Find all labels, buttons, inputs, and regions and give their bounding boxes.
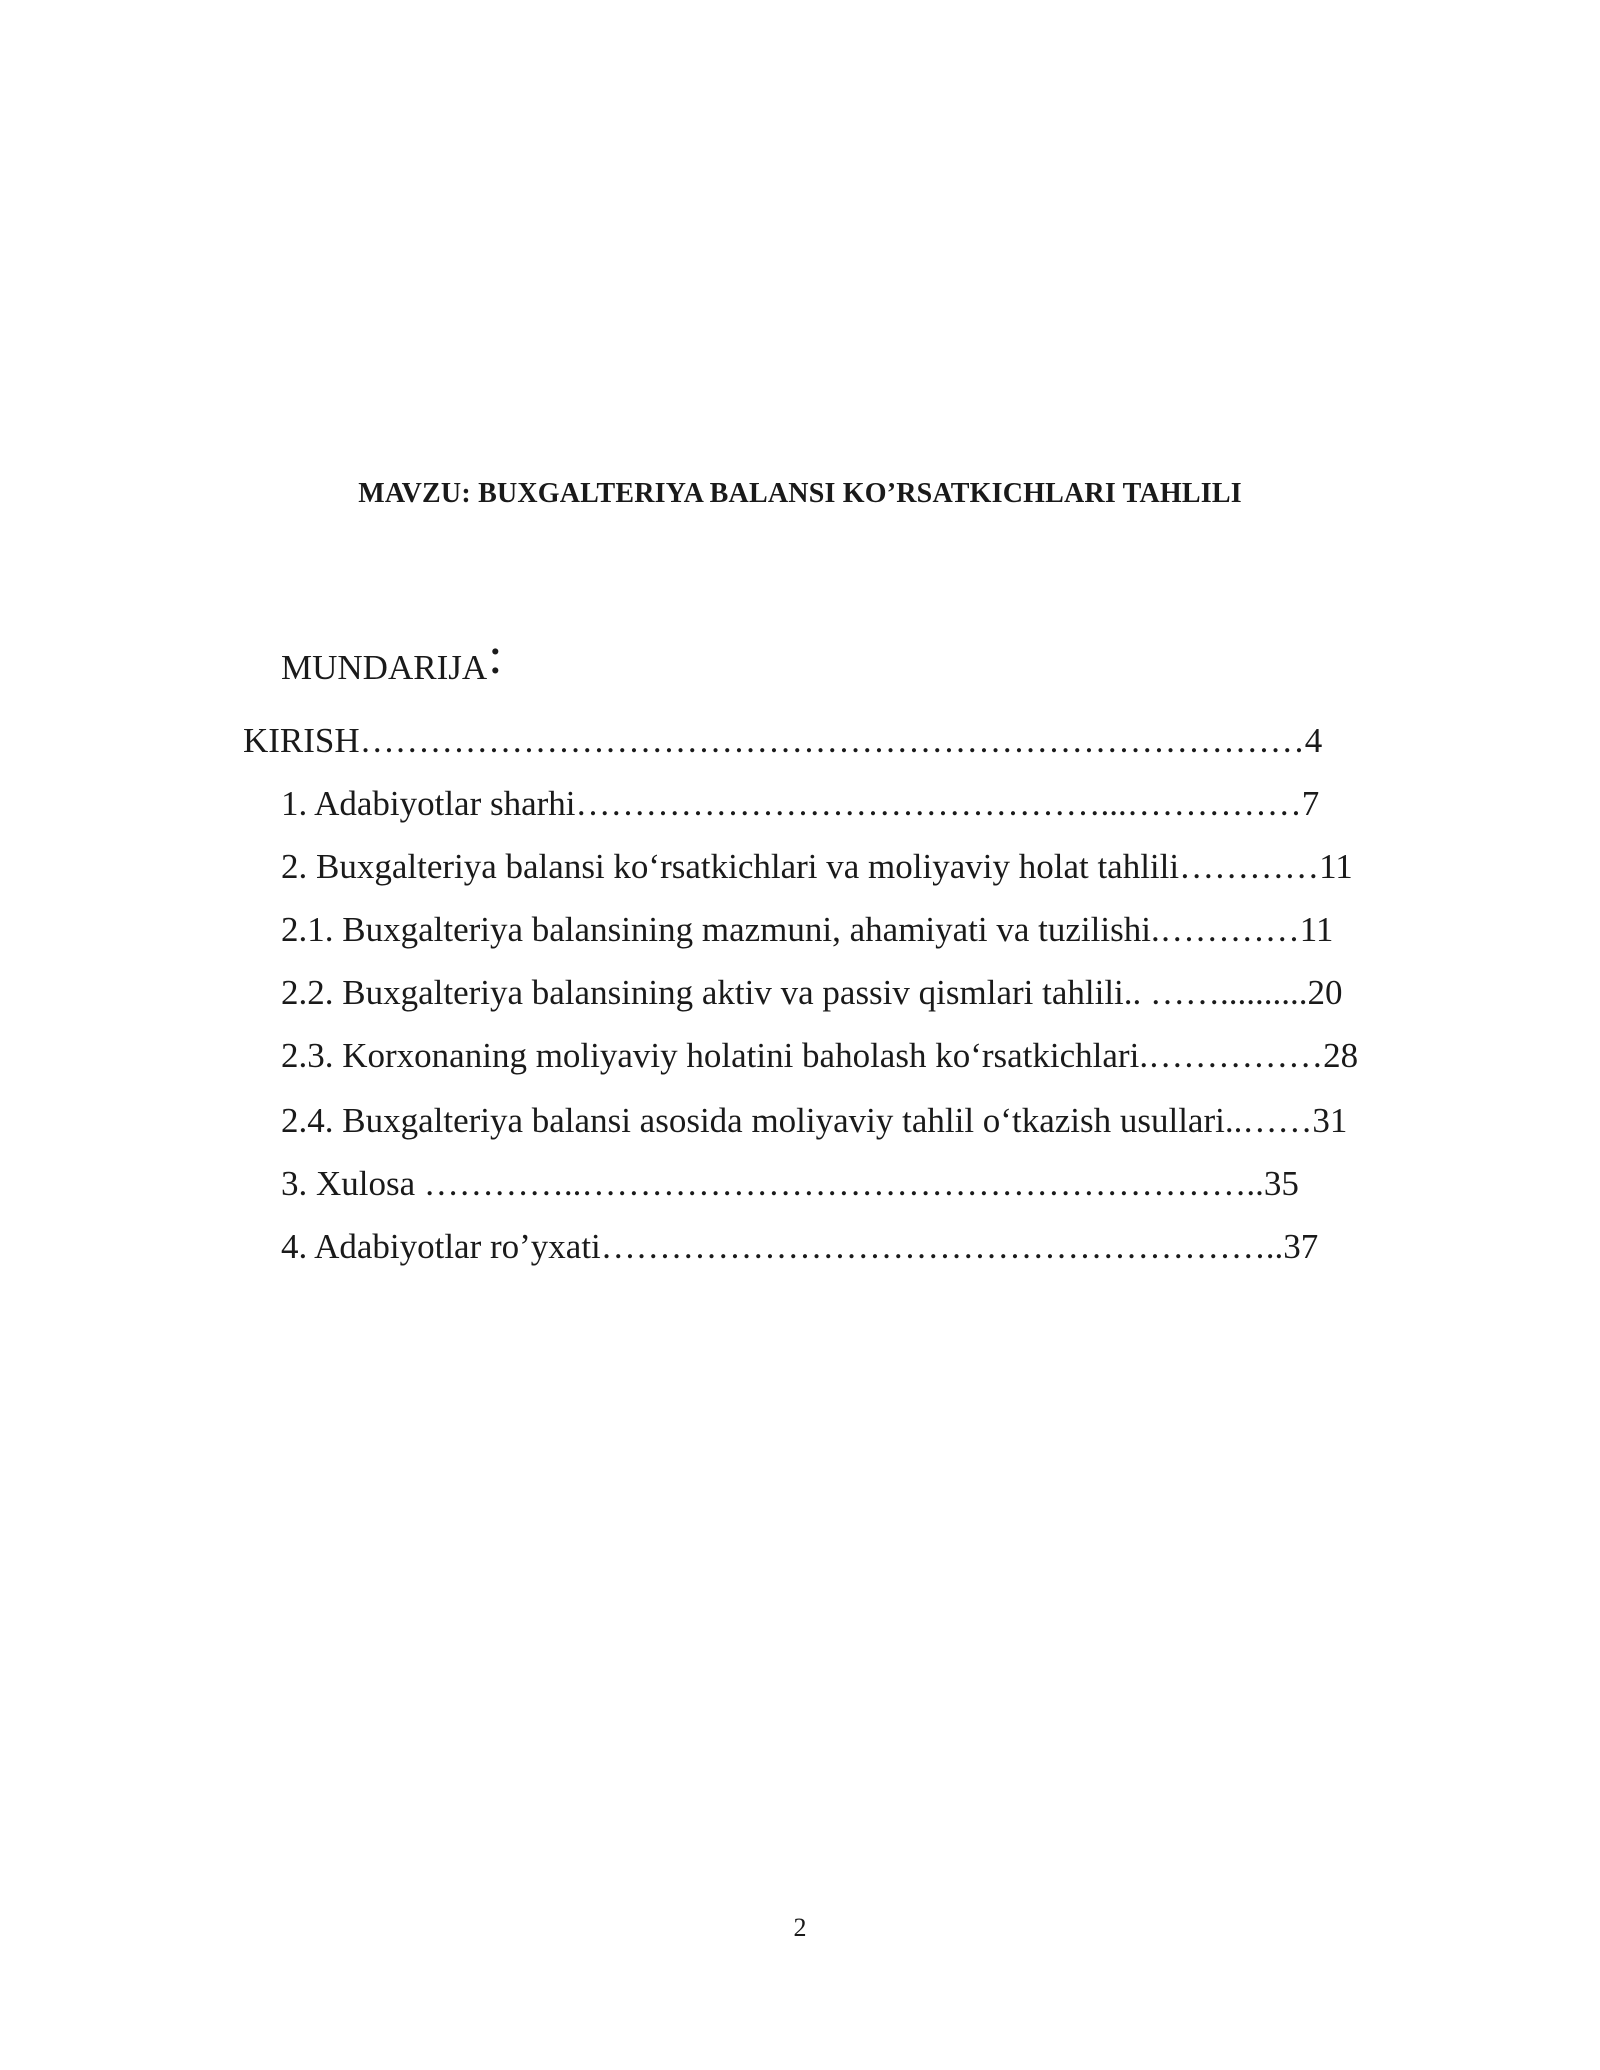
toc-entry-page: 11 (1319, 847, 1353, 886)
toc-entry-leader: .………… (1150, 910, 1300, 949)
toc-entry-leader: ………………………………………...…………… (575, 784, 1302, 823)
toc-entry-section-2 (281, 849, 1353, 884)
toc-entry-leader: ……………………………………………………………………… (359, 721, 1305, 760)
toc-heading (281, 628, 503, 688)
toc-entry-page: 35 (1263, 1164, 1299, 1203)
toc-entry-section-2-3 (281, 1038, 1358, 1073)
toc-entry-leader: .…………… (1139, 1036, 1324, 1075)
page-number: 2 (793, 1913, 807, 1942)
toc-entry-label: 4. Adabiyotlar ro’yxati (281, 1227, 601, 1266)
toc-entry-label: 2.3. Korxonaning moliyaviy holatini baholash ko‘rsatkichlari (281, 1036, 1140, 1075)
toc-entry-adabiyotlar-sharhi (281, 786, 1319, 821)
toc-entry-leader: .. …….......... (1123, 973, 1308, 1012)
toc-entry-page: 11 (1299, 910, 1334, 949)
toc-entry-section-2-1 (281, 912, 1333, 947)
toc-entry-page: 28 (1323, 1036, 1359, 1075)
toc-heading-colon: : (488, 628, 503, 685)
toc-entry-label: 2.2. Buxgalteriya balansining aktiv va passiv qismlari tahlili (281, 973, 1124, 1012)
toc-entry-kirish (243, 723, 1322, 758)
toc-entry-page: 7 (1301, 784, 1320, 823)
toc-entry-adabiyotlar-royxati (281, 1229, 1318, 1264)
toc-entry-page: 37 (1283, 1227, 1319, 1266)
topic-title: MAVZU: BUXGALTERIYA BALANSI KO’RSATKICHLARI TAHLILI (358, 478, 1242, 509)
toc-entry-label: 2. Buxgalteriya balansi ko‘rsatkichlari va moliyaviy holat tahlili (281, 847, 1180, 886)
toc-entry-label: KIRISH (243, 721, 360, 760)
toc-entry-leader: …………..………………………………………………….. (423, 1164, 1264, 1203)
toc-entry-xulosa (281, 1166, 1299, 1201)
toc-entry-page: 4 (1304, 721, 1323, 760)
toc-entry-section-2-4 (281, 1103, 1347, 1138)
toc-entry-page: 31 (1312, 1101, 1348, 1140)
toc-entry-leader: ………………………………………………….. (600, 1227, 1284, 1266)
toc-entry-section-2-2 (281, 975, 1343, 1010)
toc-entry-label: 2.1. Buxgalteriya balansining mazmuni, ahamiyati va tuzilishi (281, 910, 1151, 949)
toc-entry-page: 20 (1307, 973, 1343, 1012)
toc-entry-leader: ..…… (1224, 1101, 1313, 1140)
toc-entry-label: 3. Xulosa (281, 1164, 424, 1203)
toc-entry-leader: ………… (1179, 847, 1320, 886)
toc-heading-text: MUNDARIJA (281, 648, 488, 687)
toc-entry-label: 2.4. Buxgalteriya balansi asosida moliyaviy tahlil o‘tkazish usullari (281, 1101, 1225, 1140)
toc-entry-label: 1. Adabiyotlar sharhi (281, 784, 576, 823)
